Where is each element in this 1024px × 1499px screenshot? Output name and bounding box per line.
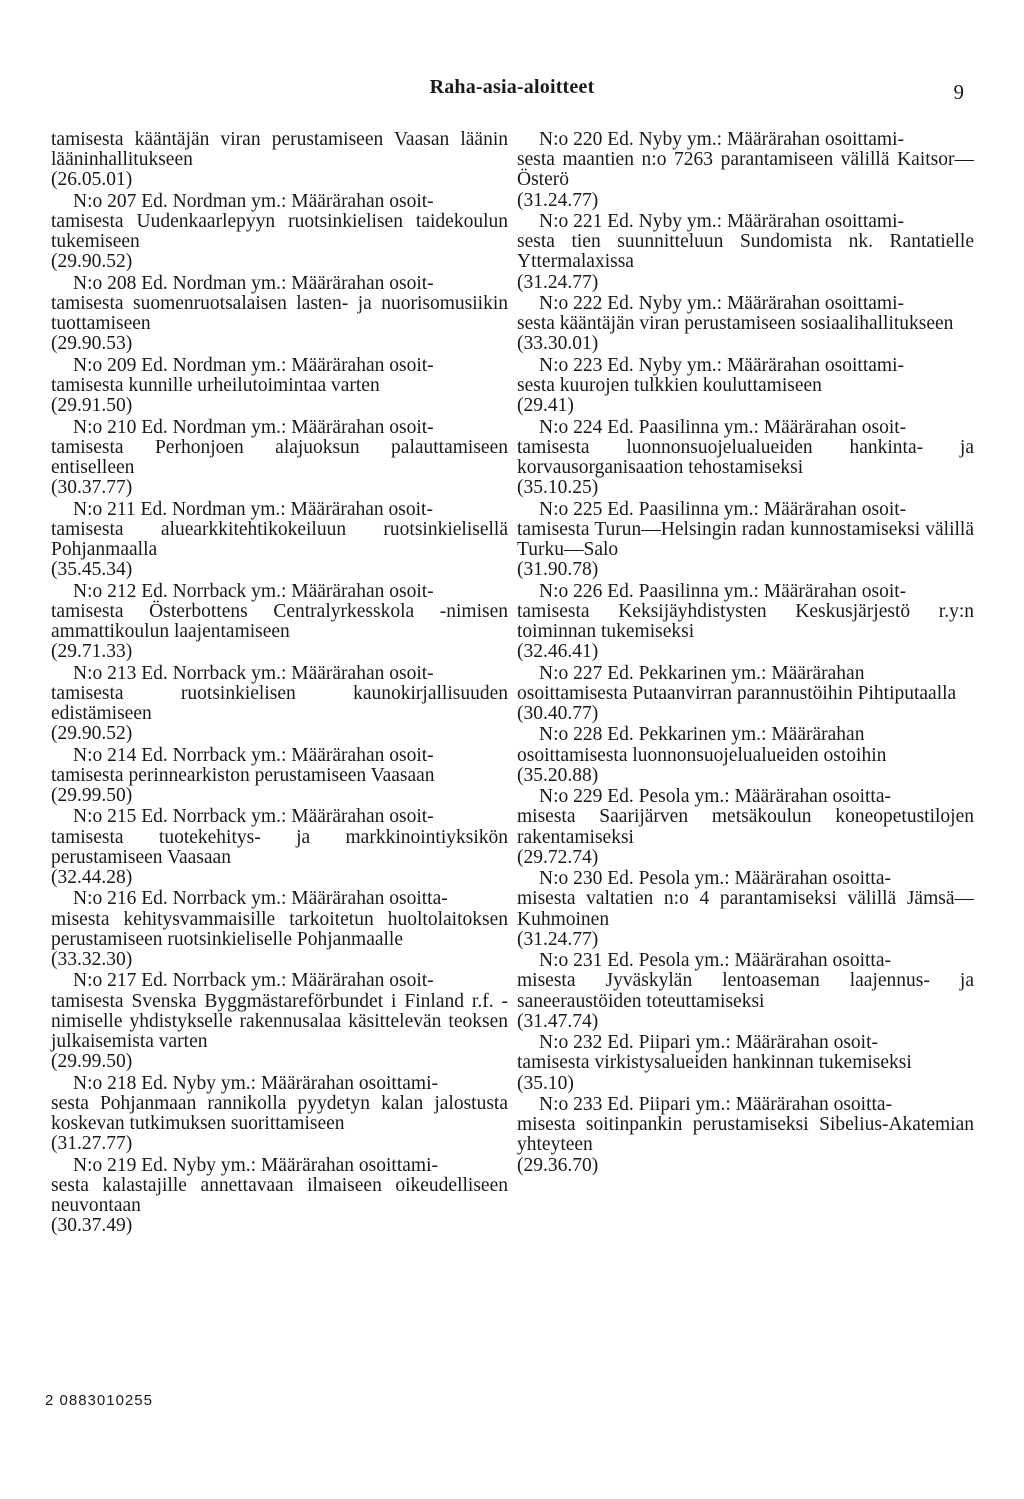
entry-heading: N:o 231 Ed. Pesola ym.: Määrärahan osoitta- [539, 950, 891, 972]
entry-code: (35.20.88) [517, 764, 599, 786]
entry-text: sesta maantien n:o 7263 parantamiseen välillä Kaitsor—Österö [517, 149, 974, 191]
right-column [517, 130, 974, 1177]
entry-text: tamisesta tuotekehitys- ja markkinointiyksikön perustamiseen Vaasaan [51, 826, 508, 868]
entry-code: (29.71.33) [51, 641, 133, 663]
entry-heading: N:o 224 Ed. Paasilinna ym.: Määrärahan osoit- [539, 416, 907, 438]
entry-code: (29.90.52) [51, 723, 133, 745]
entry-text: tamisesta Perhonjoen alajuoksun palauttamiseen entiselleen [51, 436, 508, 478]
entry-heading: N:o 207 Ed. Nordman ym.: Määrärahan osoit- [73, 190, 434, 212]
entry-text: misesta kehitysvammaisille tarkoitetun huoltolaitoksen perustamiseen ruotsinkieliselle Pohjanmaalle [51, 908, 508, 950]
entry-heading: N:o 218 Ed. Nyby ym.: Määrärahan osoittami- [73, 1072, 439, 1094]
entry-heading: N:o 223 Ed. Nyby ym.: Määrärahan osoittami- [539, 354, 905, 376]
entry-code: (29.41) [517, 395, 574, 417]
motion-entry [51, 192, 508, 273]
entry-heading: N:o 226 Ed. Paasilinna ym.: Määrärahan osoit- [539, 580, 907, 602]
entry-code: (35.10.25) [517, 477, 599, 499]
entry-text: tamisesta Uudenkaarlepyyn ruotsinkielisen taidekoulun tukemiseen [51, 211, 508, 253]
entry-heading: N:o 211 Ed. Nordman ym.: Määrärahan osoit- [73, 498, 433, 520]
motion-entry [517, 1033, 974, 1094]
entry-code: (31.47.74) [517, 1010, 599, 1032]
entry-text: tamisesta Turun—Helsingin radan kunnostamiseksi välillä Turku—Salo [517, 518, 974, 560]
entry-code: (31.27.77) [51, 1133, 133, 1155]
entry-code: (26.05.01) [51, 169, 133, 191]
motion-entry [517, 418, 974, 499]
entry-code: (32.44.28) [51, 867, 133, 888]
entry-code: (35.10) [517, 1072, 574, 1094]
entry-heading: N:o 215 Ed. Norrback ym.: Määrärahan osoit- [73, 806, 434, 828]
entry-code: (31.24.77) [517, 271, 599, 293]
motion-entry [51, 274, 508, 355]
entry-text: osoittamisesta Putaanvirran parannustöihin Pihtiputaalla [517, 682, 957, 704]
entry-text: sesta tien suunnitteluun Sundomista nk. Rantatielle Yttermalaxissa [517, 231, 974, 273]
right-entries-list [517, 130, 974, 1176]
entry-code: (29.91.50) [51, 395, 133, 417]
entry-heading: N:o 220 Ed. Nyby ym.: Määrärahan osoittami- [539, 129, 905, 150]
entry-heading: N:o 213 Ed. Norrback ym.: Määrärahan osoit- [73, 662, 434, 684]
motion-entry [517, 725, 974, 786]
motion-entry [51, 971, 508, 1072]
left-column [51, 130, 508, 1238]
motion-entry [51, 889, 508, 970]
entry-text: misesta Jyväskylän lentoaseman laajennus- ja saneeraustöiden toteuttamiseksi [517, 970, 974, 1012]
motion-entry [517, 294, 974, 355]
entry-heading: N:o 221 Ed. Nyby ym.: Määrärahan osoittami- [539, 211, 905, 232]
entry-heading: N:o 228 Ed. Pekkarinen ym.: Määrärahan [539, 724, 865, 746]
entry-heading: N:o 230 Ed. Pesola ym.: Määrärahan osoitta- [539, 868, 891, 890]
entry-heading: N:o 222 Ed. Nyby ym.: Määrärahan osoittami- [539, 293, 905, 314]
entry-code: (29.90.53) [51, 333, 133, 355]
entry-code: (31.24.77) [517, 928, 599, 950]
motion-entry [51, 418, 508, 499]
entry-text: tamisesta ruotsinkielisen kaunokirjallisuuden edistämiseen [51, 682, 508, 724]
entry-code: (29.99.50) [51, 785, 133, 806]
entry-text: tamisesta kääntäjän viran perustamiseen Vaasan läänin lääninhallitukseen [51, 129, 508, 171]
entry-text: tamisesta virkistysalueiden hankinnan tukemiseksi [517, 1052, 912, 1074]
continued-entry [51, 130, 508, 191]
page-header-title: Raha-asia-aloitteet [429, 76, 595, 98]
entry-text: tamisesta kunnille urheilutoimintaa varten [51, 375, 380, 396]
entry-heading: N:o 216 Ed. Norrback ym.: Määrärahan osoitta- [73, 888, 448, 910]
entry-code: (33.32.30) [51, 949, 133, 970]
motion-entry [517, 212, 974, 293]
motion-entry [517, 951, 974, 1032]
motion-entry [51, 500, 508, 581]
entry-heading: N:o 232 Ed. Piipari ym.: Määrärahan osoit- [539, 1032, 879, 1054]
motion-entry [517, 130, 974, 211]
entry-text: tamisesta perinnearkiston perustamiseen Vaasaan [51, 764, 435, 786]
entry-text: misesta soitinpankin perustamiseksi Sibelius-Akatemian yhteyteen [517, 1114, 974, 1156]
motion-entry [517, 869, 974, 950]
motion-entry [51, 582, 508, 663]
entry-text: sesta kuurojen tulkkien kouluttamiseen [517, 375, 822, 396]
entry-heading: N:o 229 Ed. Pesola ym.: Määrärahan osoitta- [539, 786, 891, 808]
entry-text: misesta valtatien n:o 4 parantamiseksi välillä Jämsä—Kuhmoinen [517, 888, 974, 930]
entry-heading: N:o 210 Ed. Nordman ym.: Määrärahan osoit- [73, 416, 434, 438]
entry-code: (29.90.52) [51, 251, 133, 273]
entry-heading: N:o 227 Ed. Pekkarinen ym.: Määrärahan [539, 662, 865, 684]
entry-code: (32.46.41) [517, 641, 599, 663]
left-entries-list [51, 192, 508, 1237]
entry-heading: N:o 217 Ed. Norrback ym.: Määrärahan osoit- [73, 970, 434, 992]
motion-entry [517, 664, 974, 725]
entry-code: (35.45.34) [51, 559, 133, 581]
page-number: 9 [953, 80, 964, 104]
motion-entry [51, 1156, 508, 1237]
entry-text: sesta Pohjanmaan rannikolla pyydetyn kalan jalostusta koskevan tutkimuksen suorittamiseen [51, 1092, 508, 1134]
entry-heading: N:o 212 Ed. Norrback ym.: Määrärahan osoit- [73, 580, 434, 602]
motion-entry [517, 787, 974, 868]
entry-text: tamisesta suomenruotsalaisen lasten- ja nuorisomusiikin tuottamiseen [51, 293, 508, 335]
motion-entry [517, 582, 974, 663]
entry-text: tamisesta Keksijäyhdistysten Keskusjärjestö r.y:n toiminnan tukemiseksi [517, 600, 974, 642]
motion-entry [517, 356, 974, 417]
entry-code: (29.36.70) [517, 1154, 599, 1176]
entry-text: tamisesta aluearkkitehtikokeiluun ruotsinkielisellä Pohjanmaalla [51, 518, 508, 560]
entry-heading: N:o 225 Ed. Paasilinna ym.: Määrärahan osoit- [539, 498, 907, 520]
entry-text: sesta kääntäjän viran perustamiseen sosiaalihallitukseen [517, 313, 954, 335]
entry-code: (31.24.77) [517, 189, 599, 211]
entry-heading: N:o 214 Ed. Norrback ym.: Määrärahan osoit- [73, 744, 434, 766]
entry-heading: N:o 208 Ed. Nordman ym.: Määrärahan osoit- [73, 272, 434, 294]
motion-entry [51, 746, 508, 807]
motion-entry [517, 1095, 974, 1176]
motion-entry [517, 500, 974, 581]
entry-text: tamisesta luonnonsuojelualueiden hankinta- ja korvausorganisaation tehostamiseksi [517, 436, 974, 478]
entry-code: (30.37.49) [51, 1215, 133, 1237]
entry-heading: N:o 219 Ed. Nyby ym.: Määrärahan osoittami- [73, 1154, 439, 1176]
motion-entry [51, 1074, 508, 1155]
motion-entry [51, 664, 508, 745]
motion-entry [51, 807, 508, 888]
footer-code: 2 0883010255 [45, 1392, 153, 1409]
entry-text: tamisesta Österbottens Centralyrkesskola -nimisen ammattikoulun laajentamiseen [51, 600, 508, 642]
entry-code: (30.37.77) [51, 477, 133, 499]
entry-code: (29.72.74) [517, 846, 599, 868]
entry-text: sesta kalastajille annettavaan ilmaiseen oikeudelliseen neuvontaan [51, 1174, 508, 1216]
entry-code: (29.99.50) [51, 1051, 133, 1073]
entry-code: (30.40.77) [517, 703, 599, 724]
motion-entry [51, 356, 508, 417]
entry-code: (31.90.78) [517, 559, 599, 581]
entry-heading: N:o 233 Ed. Piipari ym.: Määrärahan osoitta- [539, 1093, 893, 1115]
entry-text: osoittamisesta luonnonsuojelualueiden ostoihin [517, 744, 887, 766]
entry-text: tamisesta Svenska Byggmästareförbundet i Finland r.f. -nimiselle yhdistykselle rakennusalaa käsittelevän teoksen julkaisemista varten [51, 990, 508, 1052]
entry-heading: N:o 209 Ed. Nordman ym.: Määrärahan osoit- [73, 354, 434, 376]
entry-code: (33.30.01) [517, 333, 599, 355]
entry-text: misesta Saarijärven metsäkoulun koneopetustilojen rakentamiseksi [517, 806, 974, 848]
